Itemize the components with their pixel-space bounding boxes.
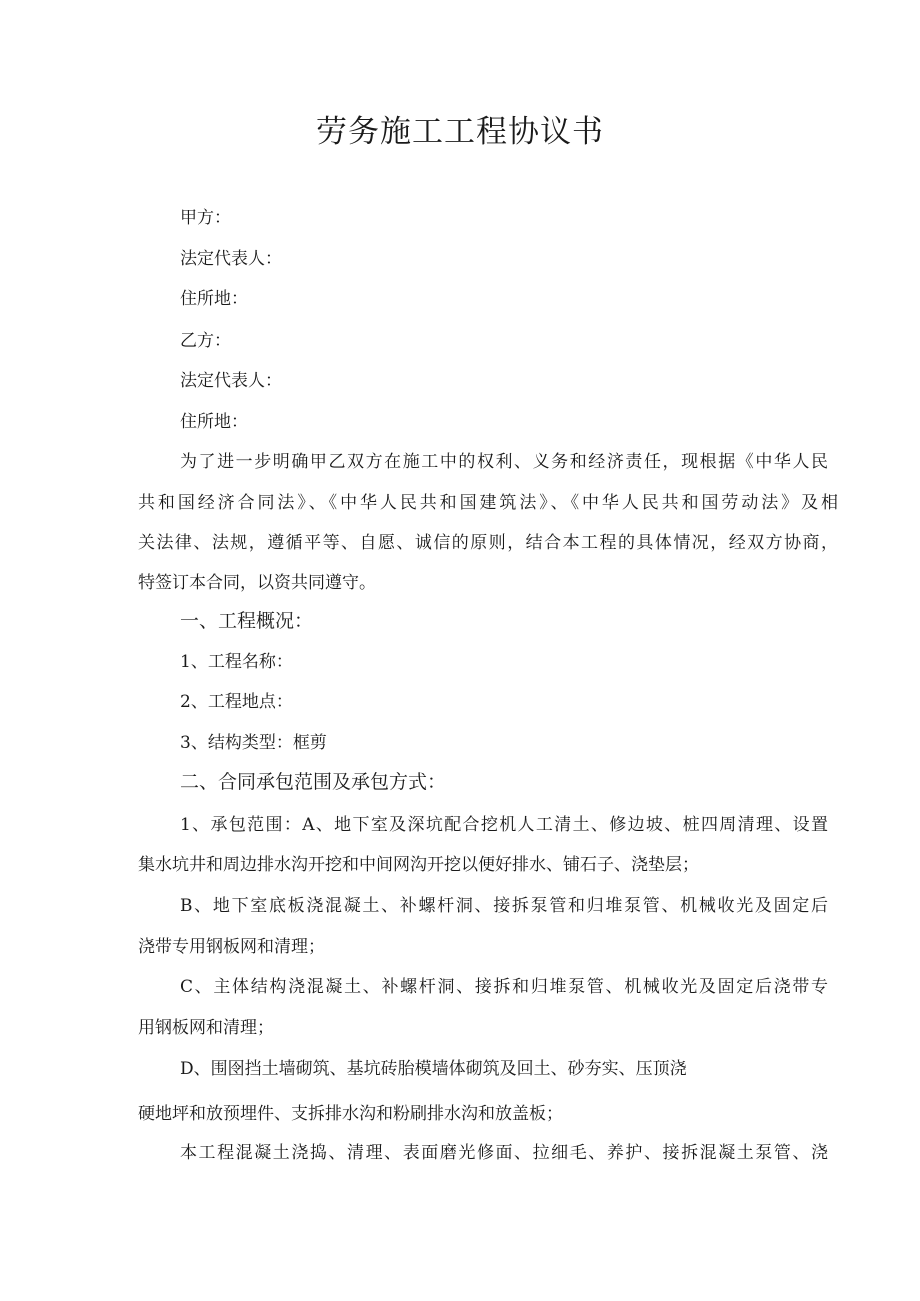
project-name-item: 1、工程名称： (180, 652, 293, 672)
party-b-label: 乙方： (180, 331, 231, 351)
scope-c-line (180, 975, 828, 999)
scope-a-line (180, 813, 828, 837)
party-a-label: 甲方： (180, 208, 231, 228)
scope-b-line (180, 894, 828, 918)
project-location-item: 2、工程地点： (180, 692, 293, 712)
scope-c-text: C、主体结构浇混凝土、补螺杆洞、接拆和归堆泵管、机械收光及固定后浇带专 (180, 977, 828, 997)
preamble-last-line: 特签订本合同，以资共同遵守。 (138, 573, 376, 593)
scope-b-line-2: 浇带专用钢板网和清理； (138, 937, 325, 957)
scope-d-line: D、围囹挡土墙砌筑、基坑砖胎模墙体砌筑及回土、砂夯实、压顶浇 (180, 1059, 687, 1079)
preamble-text: 共和国经济合同法》、《中华人民共和国建筑法》、《中华人民共和国劳动法》及相 (138, 493, 838, 513)
section-1-heading: 一、工程概况： (180, 610, 314, 632)
scope-a-line-2: 集水坑井和周边排水沟开挖和中间网沟开挖以便好排水、铺石子、浇垫层； (138, 855, 699, 875)
closing-line (180, 1141, 828, 1165)
section-2-heading: 二、合同承包范围及承包方式： (180, 771, 447, 793)
structure-type-item: 3、结构类型：框剪 (180, 733, 327, 753)
preamble-text: 关法律、法规，遵循平等、自愿、诚信的原则，结合本工程的具体情况，经双方协商， (138, 533, 838, 553)
party-a-address-label: 住所地： (180, 289, 248, 309)
document-title: 劳务施工工程协议书 (316, 114, 604, 150)
party-b-representative-label: 法定代表人： (180, 371, 282, 391)
party-b-address-label: 住所地： (180, 412, 248, 432)
preamble-line (180, 450, 828, 474)
scope-b-text: B、地下室底板浇混凝土、补螺杆洞、接拆泵管和归堆泵管、机械收光及固定后 (180, 896, 828, 916)
party-a-representative-label: 法定代表人： (180, 249, 282, 269)
closing-text: 本工程混凝土浇捣、清理、表面磨光修面、拉细毛、养护、接拆混凝土泵管、浇 (180, 1143, 828, 1163)
preamble-line (138, 531, 838, 555)
preamble-text: 为了进一步明确甲乙双方在施工中的权利、义务和经济责任，现根据《中华人民 (180, 452, 828, 472)
scope-d-line-2: 硬地坪和放预埋件、支拆排水沟和粉刷排水沟和放盖板； (138, 1104, 563, 1124)
scope-a-text: 1、承包范围：A、地下室及深坑配合挖机人工清土、修边坡、桩四周清理、设置 (180, 815, 828, 835)
preamble-line (138, 491, 838, 515)
scope-c-line-2: 用钢板网和清理； (138, 1018, 274, 1038)
